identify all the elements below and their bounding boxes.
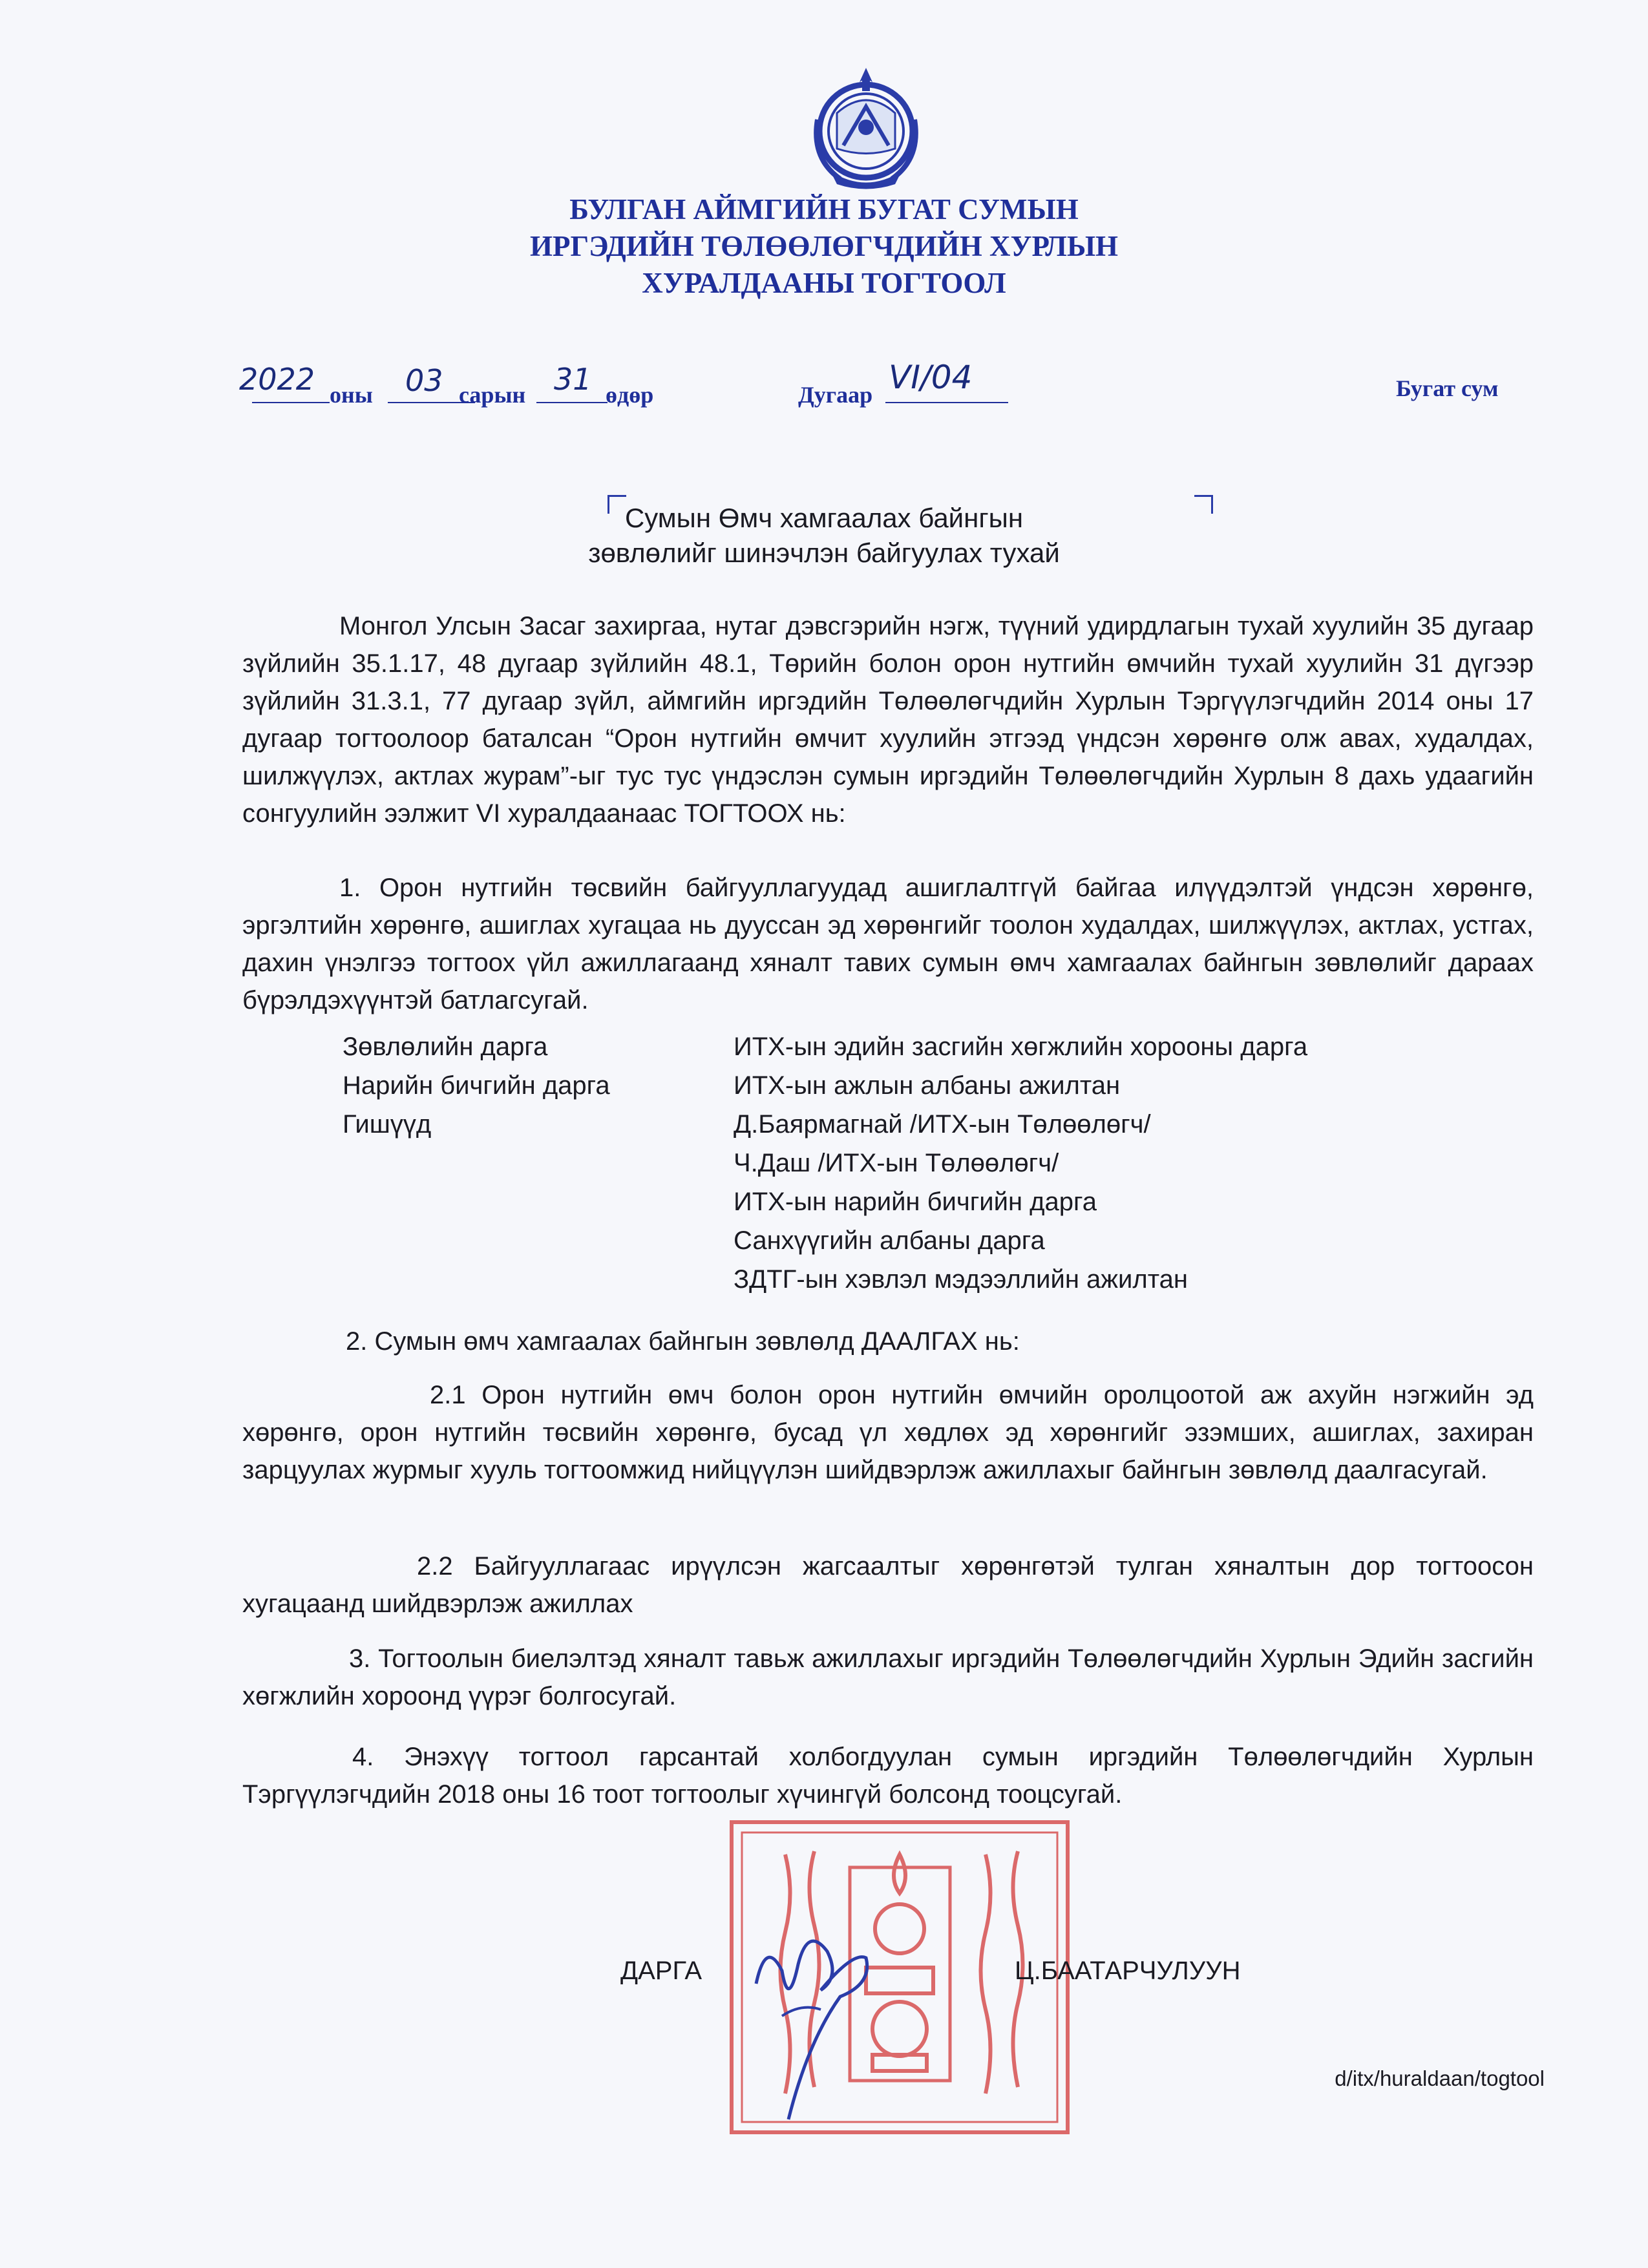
council-member: ЗДТГ-ын хэвлэл мэдээллийн ажилтан <box>734 1265 1188 1294</box>
year-label: оны <box>330 382 373 408</box>
item-3-paragraph: 3. Тогтоолын биелэлтэд хяналт тавьж ажиллахыг иргэдийн Төлөөлөгчдийн Хурлын Эдийн засгийн хөгжлийн хороонд үүрэг болгосугай. <box>242 1644 1534 1710</box>
handwritten-number: VI/04 <box>889 359 973 396</box>
number-label: Дугаар <box>798 382 873 408</box>
handwritten-signature <box>743 1913 885 2126</box>
council-role-chair: Зөвлөлийн дарга <box>343 1033 548 1061</box>
org-name-line1: БУЛГАН АЙМГИЙН БУГАТ СУМЫН <box>569 193 1079 226</box>
item-4-paragraph: 4. Энэхүү тогтоол гарсантай холбогдуулан сумын иргэдийн Төлөөлөгчдийн Хурлын Тэргүүлэгчдийн 2018 оны 16 тоот тогтоолыг хүчингүй болсонд тооцсугай. <box>242 1743 1534 1809</box>
place-name: Бугат сум <box>1396 375 1499 401</box>
handwritten-year: 2022 <box>239 362 315 397</box>
handwritten-day: 31 <box>554 362 592 397</box>
council-member: Ч.Даш /ИТХ-ын Төлөөлөгч/ <box>734 1149 1059 1177</box>
subject-line1: Сумын Өмч хамгаалах байнгын <box>624 503 1024 533</box>
item-1-paragraph: 1. Орон нутгийн төсвийн байгууллагуудад ашиглалтгүй байгаа илүүдэлтэй үндсэн хөрөнгө, эргэлтийн хөрөнгө, ашиглах хугацаа нь дууссан эд хөрөнгийг тоолон худалдах, шилжүүлэх, актлах, устгах, дахин үнэлгээ тогтоох үйл ажиллагаанд хяналт тавих сумын өмч хамгаалах байнгын зөвлөлийг дараах бүрэлдэхүүнтэй батлагсугай. <box>242 874 1534 1014</box>
council-member-secretary: ИТХ-ын ажлын албаны ажилтан <box>734 1071 1121 1100</box>
council-member-chair: ИТХ-ын эдийн засгийн хөгжлийн хорооны дарга <box>734 1033 1308 1061</box>
day-label: өдөр <box>606 382 654 408</box>
handwritten-month: 03 <box>405 363 443 398</box>
year-underline <box>252 402 330 403</box>
council-role-secretary: Нарийн бичгийн дарга <box>343 1071 610 1100</box>
day-underline <box>536 402 607 403</box>
council-member: Д.Баярмагнай /ИТХ-ын Төлөөлөгч/ <box>734 1110 1151 1139</box>
subject-line2: зөвлөлийг шинэчлэн байгуулах тухай <box>588 538 1060 568</box>
item-2-heading: 2. Сумын өмч хамгаалах байнгын зөвлөлд ДААЛГАХ нь: <box>346 1327 1020 1356</box>
council-member: Санхүүгийн албаны дарга <box>734 1226 1045 1255</box>
mongolia-state-emblem <box>805 61 927 194</box>
council-member: ИТХ-ын нарийн бичгийн дарга <box>734 1188 1097 1216</box>
item-2-2-paragraph: 2.2 Байгууллагаас ирүүлсэн жагсаалтыг хөрөнгөтэй тулган хяналтын дор тогтоосон хугацаанд шийдвэрлэж ажиллах <box>242 1552 1534 1618</box>
item-2-1-paragraph: 2.1 Орон нутгийн өмч болон орон нутгийн өмчийн оролцоотой аж ахуйн нэгжийн эд хөрөнгө, орон нутгийн төсвийн хөрөнгө, бусад үл хөдлөх эд хөрөнгийг эзэмших, ашиглах, захиран зарцуулах журмыг хууль тогтоомжид нийцүүлэн шийдвэрлэж ажиллахыг байнгын зөвлөлд даалгасугай. <box>242 1381 1534 1484</box>
file-path-footer: d/itx/huraldaan/togtool <box>1335 2066 1545 2090</box>
date-number-line <box>236 359 1528 414</box>
org-name-line2: ИРГЭДИЙН ТӨЛӨӨЛӨГЧДИЙН ХУРЛЫН <box>529 230 1119 262</box>
preamble-paragraph: Монгол Улсын Засаг захиргаа, нутаг дэвсгэрийн нэгж, түүний удирдлагын тухай хуулийн 35 дугаар зүйлийн 35.1.17, 48 дугаар зүйлийн 48.1, Төрийн болон орон нутгийн өмчийн тухай хуулийн 31 дүгээр зүйлийн 31.3.1, 77 дугаар зүйл, аймгийн иргэдийн Төлөөлөгчдийн Хурлын Тэргүүлэгчдийн 2014 оны 17 дугаар тогтоолоор баталсан “Орон нутгийн өмчит хуулийн этгээд үндсэн хөрөнгө олж авах, худалдах, шилжүүлэх, актлах журам”-ыг тус тус үндэслэн сумын иргэдийн Төлөөлөгчдийн Хурлын 8 дахь удаагийн сонгуулийн ээлжит VI хуралдаанаас ТОГТООХ нь: <box>242 612 1534 828</box>
number-underline <box>885 402 1008 403</box>
signatory-name: Ц.БААТАРЧУЛУУН <box>1015 1957 1241 1985</box>
signatory-title: ДАРГА <box>620 1957 703 1985</box>
month-label: сарын <box>459 382 526 408</box>
document-type: ХУРАЛДААНЫ ТОГТООЛ <box>642 267 1006 299</box>
council-role-members: Гишүүд <box>343 1110 432 1139</box>
